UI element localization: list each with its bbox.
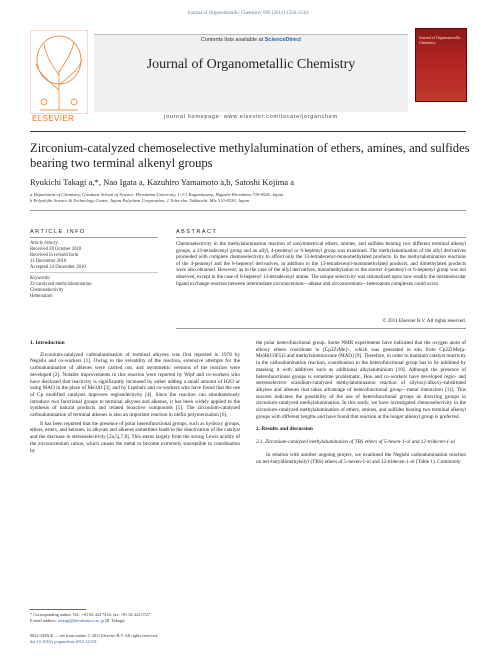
body-left-column (30, 340, 240, 454)
publisher-name: ELSEVIER (32, 114, 75, 123)
email-suffix: (R. Takagi). (103, 617, 126, 623)
history-line: Received in revised form (30, 253, 79, 259)
journal-masthead (30, 28, 466, 131)
corresponding-author: * Corresponding author. Tel.: +81 82 424 7434; fax: +81 82 424 0727. (30, 612, 152, 617)
subsection-heading: 2.1. Zirconium-catalyzed methylalumination of TBS ethers of 5-hexen-1-ol and 12-tridecen-1-ol (256, 439, 455, 446)
keyword: Chemoselectivity (30, 288, 64, 294)
journal-cover-image (415, 28, 467, 102)
article-title: Zirconium-catalyzed chemoselective methylalumination of ethers, amines, and sulfides bearing two terminal alkenyl groups (30, 141, 470, 170)
contents-prefix: Contents lists available at (200, 37, 265, 43)
elsevier-tree-logo (30, 30, 88, 123)
sciencedirect-link[interactable]: ScienceDirect (264, 37, 302, 43)
journal-title: Journal of Organometallic Chemistry (146, 57, 356, 72)
abstract-rule (176, 237, 466, 238)
paragraph: Zirconium-catalyzed carboalumination of terminal alkynes was first reported in 1978 by Negishi and co-workers [1]. Owing to the versatility of the reaction, extensive attempts for the carboalumination of alkenes were carried out, and asymmetric versions of the reaction were developed [2]. Notable improvements to this reaction were reported by Wipf and co-workers who have disclosed that reactivity is significantly increased by either adding a small amount of H2O or using MAO in the place of Me3Al [3], and by Lipshutz and co-workers who have found that the use of Cp modified catalysts improves regioselectivity [4]. Since the reaction can simultaneously introduce two functional groups to terminal alkynes and alkenes, it has been widely applied to the synthesis of natural products and related bioactive compounds [5]. The zirconium-catalyzed carboalumination of terminal alkenes is also an important reaction in olefin polymerization [6]. (30, 351, 240, 419)
history-line: 11 December 2010 (30, 259, 67, 265)
paragraph: It has been reported that the presence of polar heterofunctional groups, such as hydroxy groups, ethers, esters, and ketones, in alkynes and alkenes sometimes leads to the deactivation of the catalyst and the decrease in stereoselectivity [2a,5j,7,8]. This stems largely from the strong Lewis acidity of the zirconocenium cation, which causes the metal to become extremely susceptible to coordination by (30, 420, 240, 454)
running-head: Journal of Organometallic Chemistry 696 (2011) 1556–1564 (187, 11, 309, 16)
history-label: Article history: (30, 241, 60, 246)
intro-heading: 1. Introduction (30, 340, 65, 346)
masthead-rule (30, 131, 466, 132)
keyword: Zr-catalyzed methylalumination (30, 282, 92, 288)
results-heading: 2. Results and discussion (256, 426, 313, 433)
body-right-column (256, 340, 466, 465)
email-link[interactable]: rtakagi@hiroshima-u.ac.jp (57, 617, 104, 623)
paragraph: In relation with another ongoing project, we examined the Negishi carboalumination reaction on tert-butyldimethylsilyl (TBS) ethers of 5-hexen-1-ol and 12-tridecen-1-ol (Table 1). Commonly (256, 451, 466, 465)
contents-line (94, 35, 408, 43)
email-line (30, 618, 230, 624)
abstract-bottom-rule (176, 328, 466, 329)
affiliation-a: a Department of Chemistry, Graduate School of Science, Hiroshima University, 1-3-1 Kagamiyama, Higashi-Hiroshima 739-8526, Japan (30, 192, 284, 197)
email-label: E-mail address: (30, 617, 58, 623)
doi-link[interactable]: doi:10.1016/j.jorganchem.2010.12.031 (30, 638, 97, 644)
keyword: Heteroatom (30, 294, 53, 300)
issn-line: 0022-328X/$ — see front matter © 2011 Elsevier B.V. All rights reserved. (30, 633, 158, 638)
abstract-label: ABSTRACT (176, 229, 218, 235)
affiliation-b: b Polyolefin Science & Technology Center, Japan Polychem Corporation, 1 Toho-cho, Yokkaichi, Mie 510-8530, Japan (30, 198, 250, 203)
article-authors: Ryukichi Takagi a,*, Nao Igata a, Kazuhiro Yamamoto a,b, Satoshi Kojima a (30, 177, 295, 187)
history-line: Received 28 October 2010 (30, 247, 82, 253)
article-history (30, 241, 158, 271)
paragraph: the polar heterofunctional group. Some NMR experiments have indicated that the oxygen atom of ethoxy ethers coordinate to [Cp2ZrMe]+, which was generated in situ from Cp2ZrMe(μ-Me)B(C6F5)3 and methylaluminoxane (MAO) [9]. Therefore, in order to maintain catalyst reactivity in the carboalumination reaction, coordination to the heterofunctional group has to be inhibited by masking it with additives such as additional alkylaluminium [10]. Although the presence of heterofunctional groups is sometime problematic, Hou and co-workers have developed regio- and stereoselective scandium-catalyzed methylalumination reaction of silyloxy/alkoxy-substituted alkynes and alkenes that takes advantage of heterofunctional group—metal interaction [11]. This success indicates the possibility of the use of heterofunctional groups as directing groups in zirconium-catalyzed methylalumination. In this study, we have investigated chemoselectivity in the zirconium-catalyzed methylalumination of ethers, amines, and sulfides bearing two terminal alkenyl groups with different lengths and have found that reaction at the longer alkenyl group is preferred. (256, 340, 466, 420)
affiliation-divider (30, 210, 466, 211)
footnote-rule (30, 609, 86, 610)
keywords (30, 276, 158, 300)
cover-title: Journal of Organometallic Chemistry (419, 35, 461, 45)
journal-homepage[interactable]: journal homepage: www.elsevier.com/locate/jorganchem (164, 114, 338, 120)
info-rule (30, 237, 158, 238)
journal-header-box (94, 34, 408, 112)
copyright: © 2011 Elsevier B.V. All rights reserved. (382, 318, 466, 324)
history-line: Accepted 24 December 2010 (30, 265, 86, 271)
abstract-text: Chemoselectivity in the methylalumination reaction of unsymmetrical ethers, amines, and sulfides bearing two different terminal alkenyl groups, a 13-tetradecenyl group and an allyl, 4-pentenyl or 6-heptenyl group was examined. The methylalumination of the allyl derivatives proceeded with complete chemoselectivity to afford only the 13-tetradecenyl-monomethylated products. In the methylalumination reactions of the 4-pentenyl and the 6-heptenyl derivatives, in addition to the 13-tetradecenyl-monomethylated products, and dimethylated products were also obtained. However, as in the case of the allyl derivatives, monomethylation to the shorter 4-pentenyl or 6-heptenyl group was not observed, except in the case of 6-heptenyl 13-tetradecenyl amine. The unique selectivity was rationalized upon how readily the intramolecular ligand exchange reaction between intermediate zirconocenium—alkene and zirconocenium—heteroatom complexes could occur. (176, 241, 466, 287)
keywords-rule (30, 272, 158, 273)
keywords-label: Keywords: (30, 276, 51, 281)
footnotes (30, 612, 230, 623)
article-info-label: ARTICLE INFO (30, 229, 86, 235)
publication-info (30, 633, 230, 644)
